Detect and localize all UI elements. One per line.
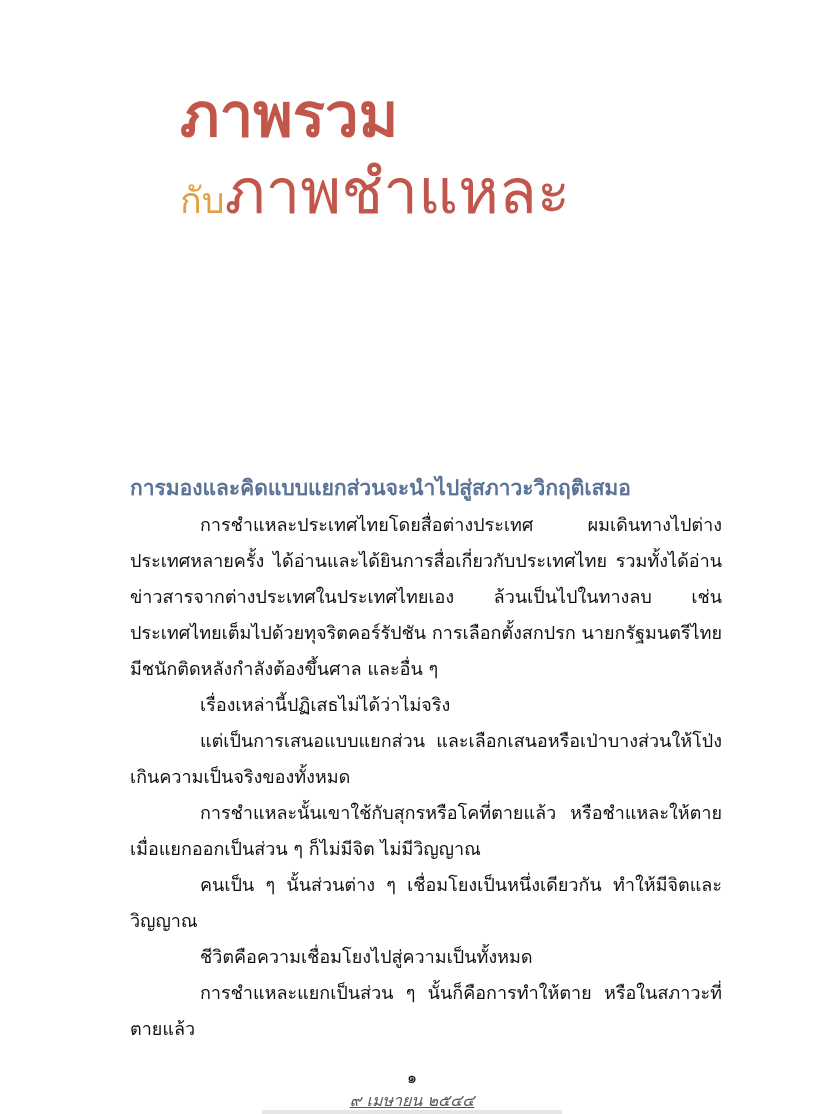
title-sub-main: ภาพชำแหละ	[224, 155, 571, 228]
title-sub-prefix: กับ	[180, 181, 225, 222]
paragraph: การชำแหละประเทศไทยโดยสื่อต่างประเทศ ผมเดินทางไปต่างประเทศหลายครั้ง ได้อ่านและได้ยินการสื่อเกี่ยวกับประเทศไทย รวมทั้งได้อ่านข่าวสารจากต่างประเทศในประเทศไทยเอง ล้วนเป็นไปในทางลบ เช่น ประเทศไทยเต็มไปด้วยทุจริตคอร์รัปชัน การเลือกตั้งสกปรก นายกรัฐมนตรีไทยมีชนักติดหลังกำลังต้องขึ้นศาล และอื่น ๆ	[130, 515, 722, 680]
paragraph: การชำแหละแยกเป็นส่วน ๆ นั้นก็คือการทำให้ตาย หรือในสภาวะที่ตายแล้ว	[130, 983, 722, 1040]
paragraph: คนเป็น ๆ นั้นส่วนต่าง ๆ เชื่อมโยงเป็นหนึ่งเดียวกัน ทำให้มีจิตและวิญญาณ	[130, 875, 722, 932]
paragraph: เรื่องเหล่านี้ปฏิเสธไม่ได้ว่าไม่จริง	[200, 695, 451, 716]
page-number: ๑	[406, 1068, 418, 1087]
title-main: ภาพรวม	[180, 81, 399, 151]
section-heading: การมองและคิดแบบแยกส่วนจะนำไปสู่สภาวะวิกฤติเสมอ	[130, 476, 631, 500]
page-date: ๙ เมษายน ๒๕๔๔	[349, 1091, 475, 1110]
paragraph: ชีวิตคือความเชื่อมโยงไปสู่ความเป็นทั้งหมด	[200, 947, 533, 968]
paragraph: การชำแหละนั้นเขาใช้กับสุกรหรือโคที่ตายแล้ว หรือชำแหละให้ตาย เมื่อแยกออกเป็นส่วน ๆ ก็ไม่มีจิต ไม่มีวิญญาณ	[130, 803, 722, 860]
title-sub	[180, 152, 570, 248]
body-text	[130, 508, 722, 1048]
paragraph: แต่เป็นการเสนอแบบแยกส่วน และเลือกเสนอหรือเป่าบางส่วนให้โป่งเกินความเป็นจริงของทั้งหมด	[130, 731, 722, 788]
bottom-divider	[262, 1110, 562, 1114]
